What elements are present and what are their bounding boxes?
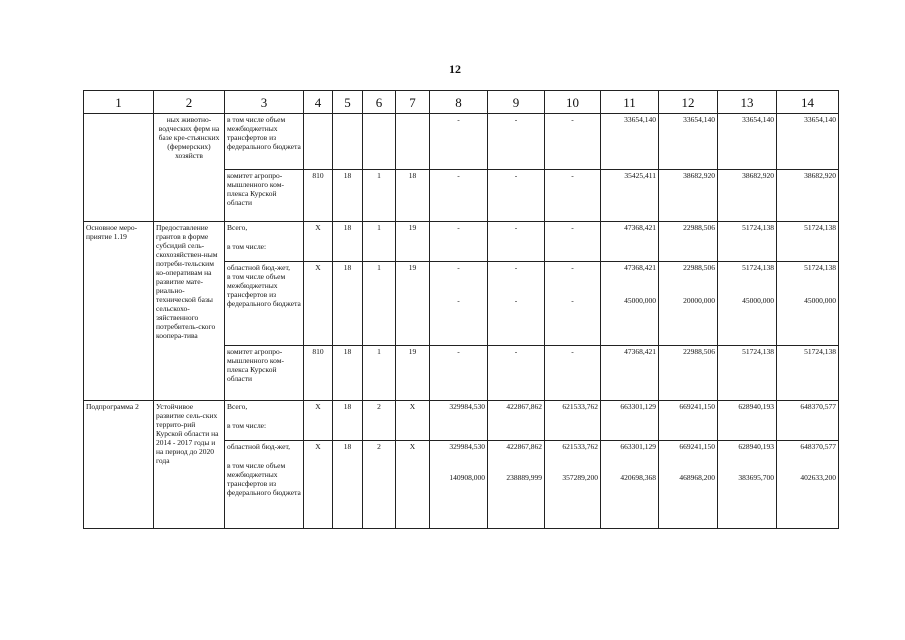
cell-value: 33654,140	[718, 114, 777, 170]
cell-value: -	[430, 170, 488, 222]
cell-value: -	[488, 170, 545, 222]
spacer	[227, 411, 301, 421]
table-row	[84, 114, 839, 170]
spacer	[603, 272, 656, 284]
col-header: 9	[488, 91, 545, 114]
col-header: 8	[430, 91, 488, 114]
spacer	[779, 463, 836, 473]
cell-value	[718, 262, 777, 346]
value-line: 51724,138	[804, 263, 836, 272]
cell-value: 648370,577	[777, 401, 839, 441]
cell-value: -	[545, 346, 601, 401]
page-number: 12	[449, 62, 461, 76]
cell-value	[430, 262, 488, 346]
spacer	[432, 463, 485, 473]
cell-code: Х	[396, 401, 430, 441]
value-line: 47368,421	[624, 263, 656, 272]
cell-value: -	[545, 222, 601, 262]
value-line: 383695,700	[738, 473, 774, 482]
spacer	[720, 272, 774, 284]
cell-code: 1	[363, 170, 396, 222]
cell-value	[488, 262, 545, 346]
value-line: 420698,368	[620, 473, 656, 482]
cell-code: 18	[333, 401, 363, 441]
value-line: 628940,193	[738, 442, 774, 451]
cell-source	[225, 441, 304, 529]
spacer	[779, 284, 836, 296]
cell-value: 47368,421	[601, 222, 659, 262]
cell-value: 51724,138	[718, 346, 777, 401]
cell-code: 810	[304, 346, 333, 401]
cell-value: 33654,140	[601, 114, 659, 170]
cell-source-line: областной бюд-жет,	[227, 263, 291, 272]
col-header: 7	[396, 91, 430, 114]
cell-value: 422867,862	[488, 401, 545, 441]
value-line: 648370,577	[800, 442, 836, 451]
cell-value: -	[545, 170, 601, 222]
col-header: 6	[363, 91, 396, 114]
value-line: 422867,862	[506, 442, 542, 451]
value-line: 45000,000	[742, 296, 774, 305]
cell-value: -	[430, 222, 488, 262]
cell-value: 38682,920	[718, 170, 777, 222]
cell-value	[718, 441, 777, 529]
cell-value: -	[545, 114, 601, 170]
cell-source-line: в том числе объем межбюджетных трансфертов из федерального бюджета	[227, 272, 301, 308]
value-line: 621533,762	[562, 442, 598, 451]
cell-value: -	[430, 346, 488, 401]
spacer	[432, 284, 485, 296]
cell-source-line: областной бюд-жет,	[227, 442, 291, 451]
table-row	[84, 401, 839, 441]
col-header: 2	[154, 91, 225, 114]
spacer	[490, 451, 542, 463]
cell-value	[601, 262, 659, 346]
spacer	[227, 232, 301, 242]
spacer	[661, 284, 715, 296]
spacer	[779, 272, 836, 284]
cell-description: Предоставление грантов в форме субсидий сель-скохозяйствен-ным потреби-тельским ко-оперативам на развитие мате-риально-технической базы сельскохо-зяйственного потребитель-ского коопера-тива	[154, 222, 225, 401]
col-header: 14	[777, 91, 839, 114]
spacer	[779, 451, 836, 463]
spacer	[490, 272, 542, 284]
spacer	[432, 272, 485, 284]
cell-value: 38682,920	[659, 170, 718, 222]
value-line: 45000,000	[804, 296, 836, 305]
spacer	[661, 451, 715, 463]
cell-code: 18	[333, 441, 363, 529]
cell-source: комитет агропро-мышленного ком-плекса Курской области	[225, 170, 304, 222]
cell-value: -	[488, 114, 545, 170]
header-row	[84, 91, 839, 114]
cell-code: Х	[396, 441, 430, 529]
col-header: 13	[718, 91, 777, 114]
cell-value: 669241,150	[659, 401, 718, 441]
budget-table	[83, 90, 839, 529]
cell-value	[777, 262, 839, 346]
cell-value: 663301,129	[601, 401, 659, 441]
spacer	[432, 451, 485, 463]
cell-source	[225, 401, 304, 441]
col-header: 10	[545, 91, 601, 114]
cell-code	[363, 114, 396, 170]
col-header: 12	[659, 91, 718, 114]
cell-value: 621533,762	[545, 401, 601, 441]
spacer	[603, 463, 656, 473]
spacer	[661, 272, 715, 284]
value-line: -	[457, 296, 460, 305]
cell-value: -	[488, 346, 545, 401]
cell-value	[659, 262, 718, 346]
col-header: 11	[601, 91, 659, 114]
cell-value: 628940,193	[718, 401, 777, 441]
spacer	[547, 272, 598, 284]
spacer	[547, 451, 598, 463]
spacer	[603, 284, 656, 296]
value-line: -	[514, 263, 518, 272]
value-line: 20000,000	[683, 296, 715, 305]
cell-code: 18	[396, 170, 430, 222]
cell-code: 18	[333, 346, 363, 401]
value-line: -	[457, 263, 460, 272]
cell-value	[777, 441, 839, 529]
cell-code: Х	[304, 262, 333, 346]
cell-activity: Основное меро-приятие 1.19	[84, 222, 154, 401]
cell-code: 19	[396, 262, 430, 346]
value-line: 468968,200	[679, 473, 715, 482]
cell-source-line: в том числе объем межбюджетных трансфертов из федерального бюджета	[227, 461, 301, 497]
value-line: -	[514, 296, 518, 305]
cell-source-line: в том числе:	[227, 421, 267, 430]
cell-source	[225, 222, 304, 262]
col-header: 3	[225, 91, 304, 114]
cell-value	[430, 441, 488, 529]
value-line: 402633,200	[800, 473, 836, 482]
spacer	[603, 451, 656, 463]
value-line: 669241,150	[679, 442, 715, 451]
cell-value: 51724,138	[718, 222, 777, 262]
cell-value: 51724,138	[777, 346, 839, 401]
cell-value: 329984,530	[430, 401, 488, 441]
col-header: 1	[84, 91, 154, 114]
cell-activity: Подпрограмма 2	[84, 401, 154, 529]
cell-value: -	[488, 222, 545, 262]
cell-source: в том числе объем межбюджетных трансфертов из федерального бюджета	[225, 114, 304, 170]
spacer	[661, 463, 715, 473]
value-line: 140908,000	[449, 473, 485, 482]
cell-value	[488, 441, 545, 529]
spacer	[720, 451, 774, 463]
col-header: 4	[304, 91, 333, 114]
cell-code: 1	[363, 262, 396, 346]
cell-code: 19	[396, 346, 430, 401]
cell-source	[225, 262, 304, 346]
cell-value	[545, 262, 601, 346]
spacer	[490, 463, 542, 473]
value-line: 51724,138	[742, 263, 774, 272]
spacer	[227, 451, 301, 461]
spacer	[720, 463, 774, 473]
cell-value	[659, 441, 718, 529]
cell-value	[545, 441, 601, 529]
cell-source-line: Всего,	[227, 402, 248, 411]
cell-value: 33654,140	[659, 114, 718, 170]
cell-code: 2	[363, 401, 396, 441]
spacer	[490, 284, 542, 296]
cell-code	[333, 114, 363, 170]
cell-code	[304, 114, 333, 170]
value-line: 45000,000	[624, 296, 656, 305]
cell-value: 51724,138	[777, 222, 839, 262]
cell-code: 18	[333, 170, 363, 222]
col-header: 5	[333, 91, 363, 114]
cell-value: 47368,421	[601, 346, 659, 401]
value-line: -	[571, 296, 574, 305]
cell-source-line: Всего,	[227, 223, 248, 232]
cell-value	[601, 441, 659, 529]
table-row	[84, 222, 839, 262]
cell-source: комитет агропро-мышленного ком-плекса Курской области	[225, 346, 304, 401]
cell-value: -	[430, 114, 488, 170]
cell-code: Х	[304, 401, 333, 441]
cell-code: 18	[333, 222, 363, 262]
cell-code: 19	[396, 222, 430, 262]
cell-code: 1	[363, 222, 396, 262]
cell-code	[396, 114, 430, 170]
spacer	[720, 284, 774, 296]
value-line: 357289,200	[562, 473, 598, 482]
value-line: 22988,506	[683, 263, 715, 272]
cell-code: 18	[333, 262, 363, 346]
cell-value: 38682,920	[777, 170, 839, 222]
spacer	[547, 284, 598, 296]
cell-source-line: в том числе:	[227, 242, 267, 251]
cell-value: 22988,506	[659, 222, 718, 262]
cell-description: ных животно-водческих ферм на базе кре-стьянских (фермерских) хозяйств	[154, 114, 225, 222]
cell-value: 35425,411	[601, 170, 659, 222]
spacer	[547, 463, 598, 473]
value-line: 663301,129	[620, 442, 656, 451]
cell-description: Устойчивое развитие сель-ских террито-рий Курской области на 2014 - 2017 годы и на период до 2020 года	[154, 401, 225, 529]
value-line: 329984,530	[449, 442, 485, 451]
cell-code: Х	[304, 441, 333, 529]
cell-code: 2	[363, 441, 396, 529]
cell-activity	[84, 114, 154, 222]
cell-code: 810	[304, 170, 333, 222]
cell-value: 33654,140	[777, 114, 839, 170]
value-line: 238889,999	[506, 473, 542, 482]
cell-code: 1	[363, 346, 396, 401]
cell-code: Х	[304, 222, 333, 262]
cell-value: 22988,506	[659, 346, 718, 401]
value-line: -	[571, 263, 574, 272]
